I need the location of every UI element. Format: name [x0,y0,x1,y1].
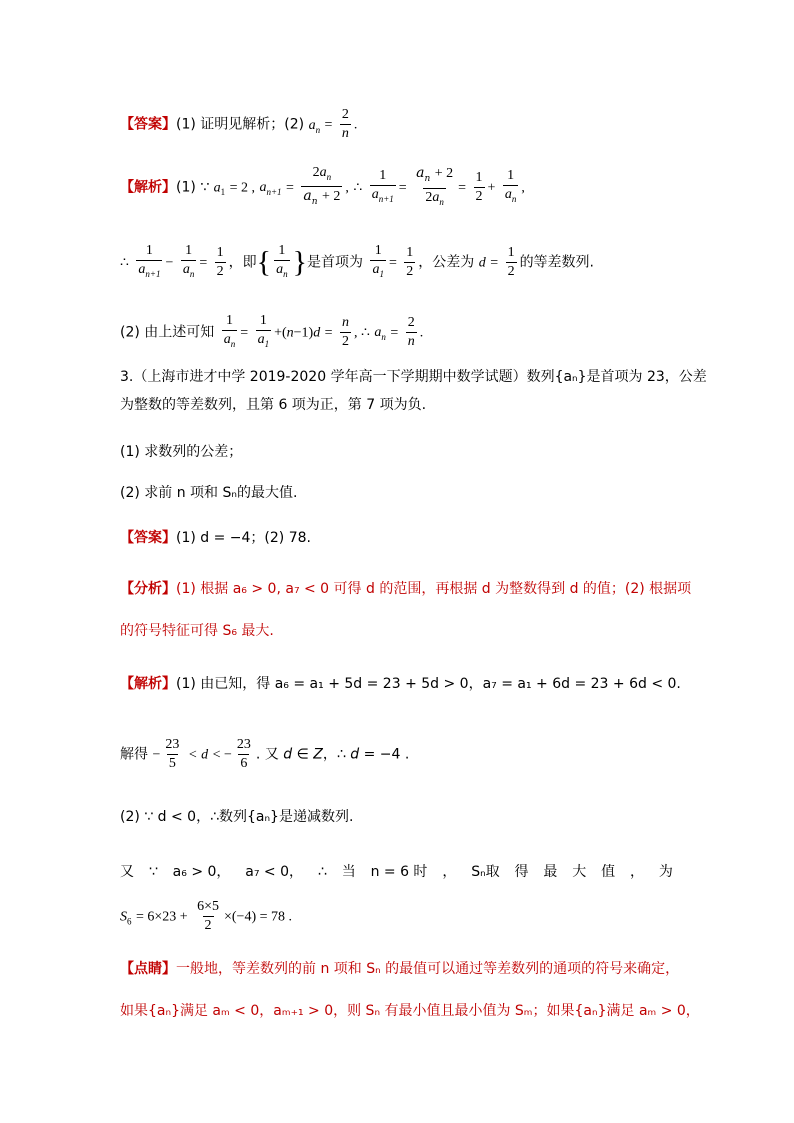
jiexi-3-tag: 【解析】 [120,676,176,692]
problem-3-question-2: (2) 求前 n 项和 Sₙ的最大值. [120,485,298,501]
jiexi-3-line-1: 【解析】(1) 由已知，得 a₆ = a₁ + 5d = 23 + 5d > 0，a₇ = a₁ + 6d = 23 + 6d < 0. [120,676,681,692]
analysis-tag: 【解析】 [120,179,176,196]
problem-3-line-2: 为整数的等差数列，且第 6 项为正，第 7 项为负. [120,397,427,413]
fenxi-line-2: 的符号特征可得 S₆ 最大. [120,623,274,639]
analysis-line-2: ∴ $\frac{1}{a_{n+1}}$ − $\frac{1}{a_n}$ = $\frac{1}{2}$ ，即{ $\frac{1}{a_n}$ }是首项为 $\frac{1}{a_1}$ = $\frac{1}{2}$ ，公差为 d = $\frac{1}{2}$ 的等差数列. [120,242,594,283]
answer-3-tag: 【答案】 [120,530,176,546]
problem-3-line-1: 3.（上海市进才中学 2019-2020 学年高一下学期期中数学试题）数列{aₙ}是首项为 23，公差 [120,369,707,385]
analysis-line-1: 【解析】(1) ∵ $a_1 = 2$ , $a_{n+1}$ = $\frac{2a_n}{a_n + 2}$ , ∴ $\frac{1}{a_{n+1}}$ = $\frac{a_n + 2}{2a_n}$ = $\frac{1}{2}$ + $\frac{1}{a_n}$ , [120,164,525,211]
dianjing-line-1: 【点睛】一般地，等差数列的前 n 项和 Sₙ 的最值可以通过等差数列的通项的符号来确定， [120,961,680,977]
fenxi-line-1: 【分析】(1) 根据 a₆ > 0, a₇ < 0 可得 d 的范围，再根据 d 为整数得到 d 的值；(2) 根据项 [120,581,692,597]
jiexi-3-line-5: $S_6 = 6\times 23$ + $\frac{6\times 5}{2}$ ×(−4) = 78 . [120,899,293,933]
dianjing-line-2: 如果{aₙ}满足 aₘ < 0，aₘ₊₁ > 0，则 Sₙ 有最小值且最小值为 Sₘ；如果{aₙ}满足 aₘ > 0， [120,1003,700,1019]
answer-tag: 【答案】 [120,116,176,133]
dianjing-tag: 【点睛】 [120,961,176,977]
jiexi-3-line-3: (2) ∵ d < 0，∴数列{aₙ}是递减数列. [120,809,354,825]
jiexi-3-line-4: 又 ∵ a₆ > 0， a₇ < 0， ∴ 当 n = 6 时 ， Sₙ取 得 最 大 值 ， 为 [120,864,673,880]
problem-3-question-1: (1) 求数列的公差； [120,444,243,460]
jiexi-3-line-2: 解得 − $\frac{23}{5}$ < d < − $\frac{23}{6}$ . 又 d ∈ Z，∴ d = −4 . [120,737,410,771]
answer-line-1: 【答案】(1) 证明见解析；(2) $a_n$ = $\frac{2}{n}$ . [120,107,358,141]
analysis-line-3: (2) 由上述可知 $\frac{1}{a_n}$ = $\frac{1}{a_1}$ +(n−1)d = $\frac{n}{2}$ , ∴ $a_n$ = $\frac{2}{n}$ . [120,312,423,353]
answer-3-line: 【答案】(1) d = −4；(2) 78. [120,530,311,546]
fenxi-tag: 【分析】 [120,581,176,597]
